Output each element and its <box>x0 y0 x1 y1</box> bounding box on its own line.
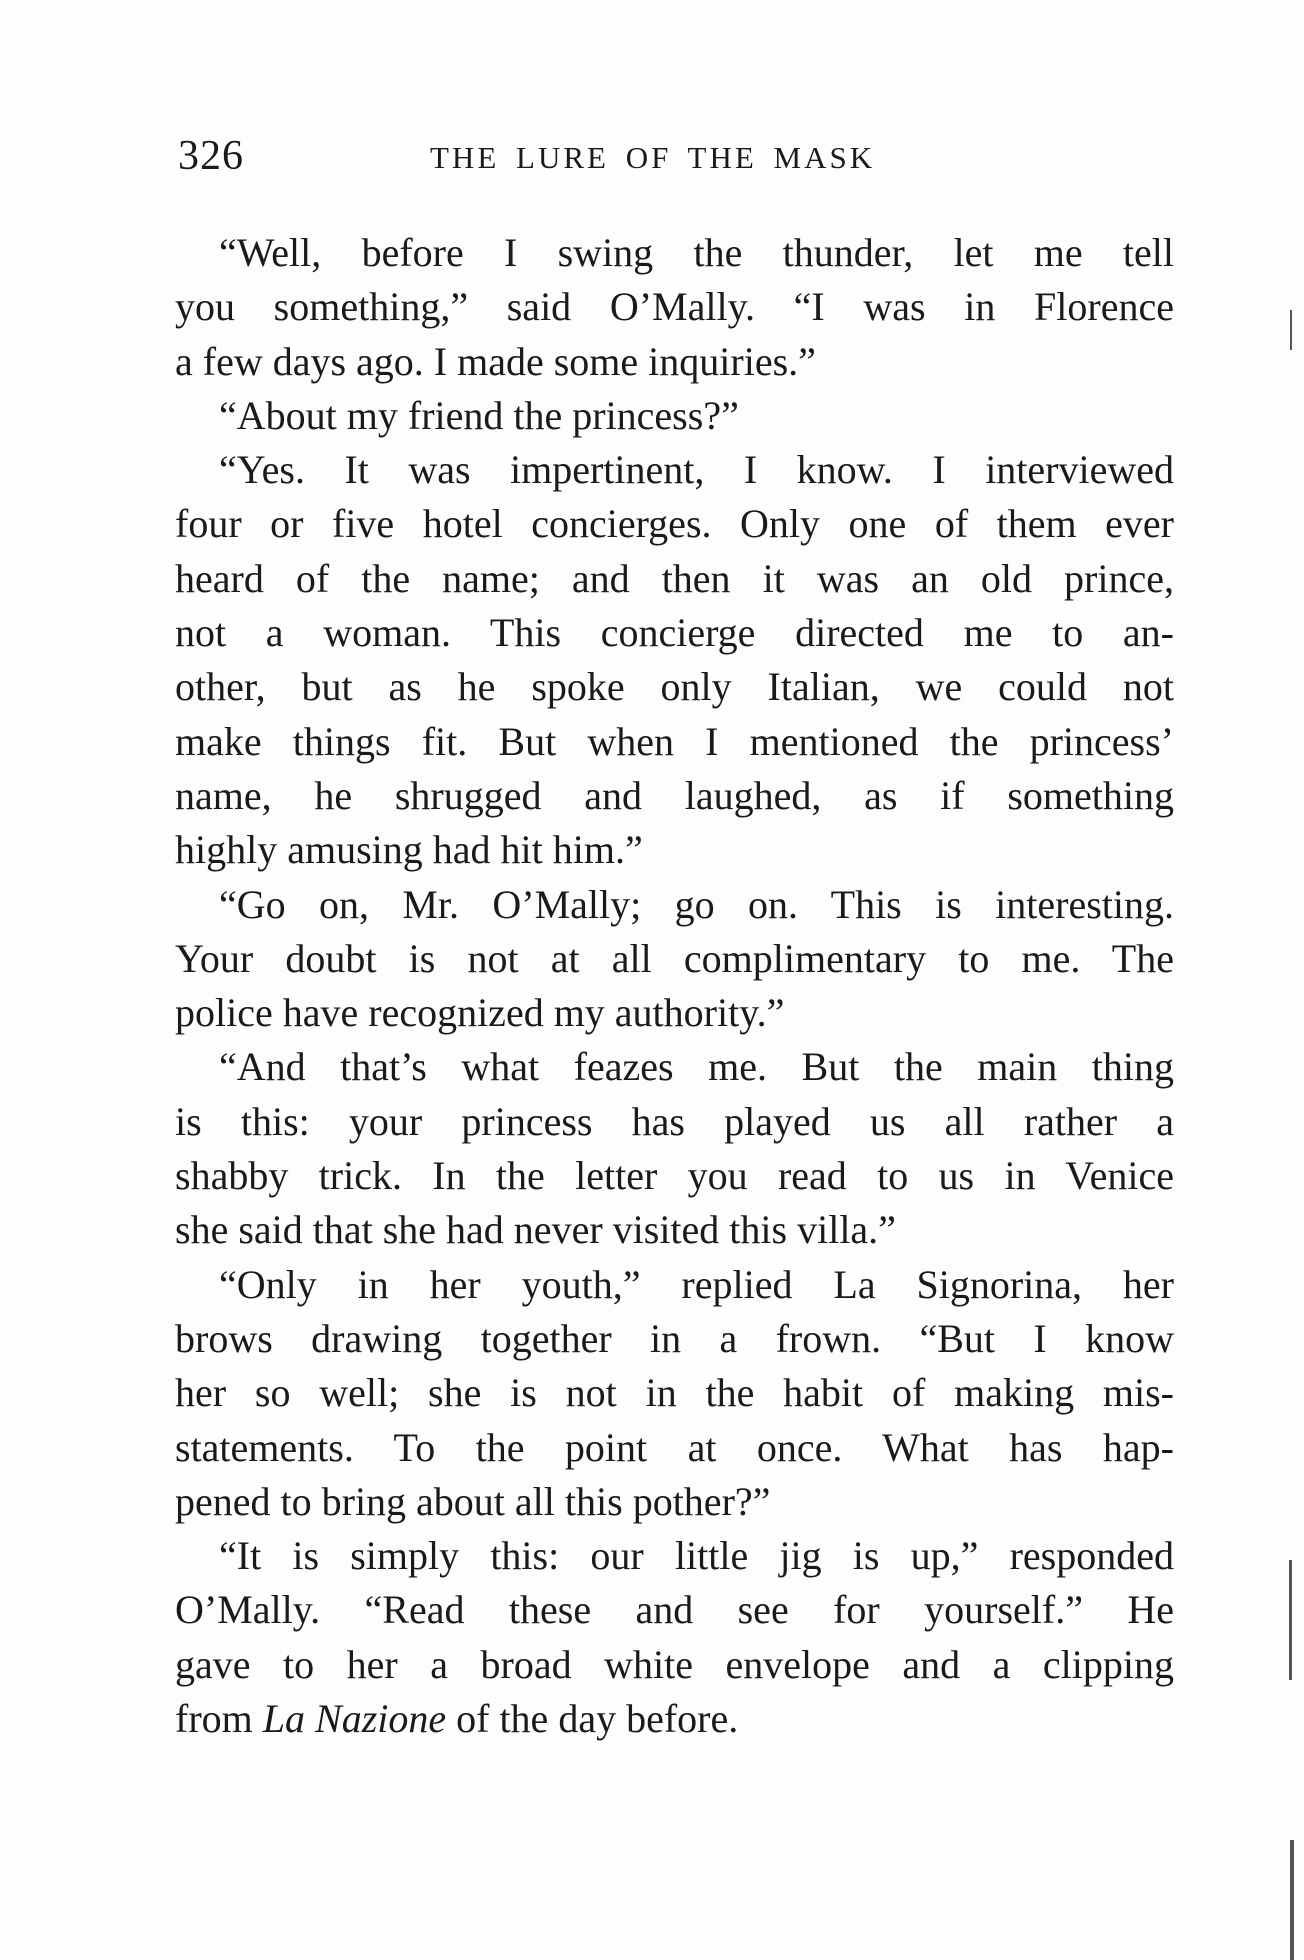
text-line: is this: your princess has played us all rather a <box>175 1098 1174 1144</box>
page-header <box>178 132 1178 182</box>
page-edge-mark <box>1290 1840 1294 1960</box>
text-line: O’Mally. “Read these and see for yourself.” He <box>175 1587 1174 1633</box>
text-line: four or five hotel concierges. Only one of them ever <box>175 501 1174 547</box>
page-edge-mark <box>1290 310 1292 350</box>
text-fragment: of the day before. <box>446 1696 739 1742</box>
text-line: “Only in her youth,” replied La Signorina, her <box>219 1261 1174 1307</box>
text-line: she said that she had never visited this villa.” <box>175 1207 896 1253</box>
text-line: “About my friend the princess?” <box>219 392 739 438</box>
text-line: police have recognized my authority.” <box>175 990 785 1036</box>
text-line: “Well, before I swing the thunder, let me tell <box>219 230 1174 275</box>
page-edge-mark <box>1289 1560 1292 1680</box>
text-line: heard of the name; and then it was an old prince, <box>175 555 1174 601</box>
text-line: Your doubt is not at all complimentary to me. The <box>175 935 1174 981</box>
text-line: “Yes. It was impertinent, I know. I interviewed <box>219 447 1174 493</box>
text-line: brows drawing together in a frown. “But I know <box>175 1315 1174 1361</box>
text-line: pened to bring about all this pother?” <box>175 1478 771 1524</box>
text-line: “Go on, Mr. O’Mally; go on. This is interesting. <box>219 881 1174 927</box>
text-line: gave to her a broad white envelope and a clipping <box>175 1641 1174 1687</box>
page-number: 326 <box>178 133 244 179</box>
text-fragment: from <box>175 1696 263 1742</box>
text-line-final <box>175 1692 1174 1746</box>
body-text <box>175 226 1174 1746</box>
running-title: THE LURE OF THE MASK <box>430 140 876 175</box>
text-line: name, he shrugged and laughed, as if something <box>175 772 1174 818</box>
text-line: a few days ago. I made some inquiries.” <box>175 338 816 384</box>
text-line: you something,” said O’Mally. “I was in Florence <box>175 284 1174 330</box>
text-line: not a woman. This concierge directed me to an- <box>175 610 1174 656</box>
text-line: shabby trick. In the letter you read to us in Venice <box>175 1153 1174 1199</box>
text-line: her so well; she is not in the habit of making mis- <box>175 1370 1174 1416</box>
text-line: make things fit. But when I mentioned the princess’ <box>175 718 1174 764</box>
text-line: “It is simply this: our little jig is up,” responded <box>219 1533 1174 1579</box>
text-line: statements. To the point at once. What has hap- <box>175 1424 1174 1470</box>
newspaper-title: La Nazione <box>262 1696 447 1742</box>
text-line: highly amusing had hit him.” <box>175 827 643 873</box>
text-line: “And that’s what feazes me. But the main thing <box>219 1044 1174 1090</box>
text-line: other, but as he spoke only Italian, we could not <box>175 664 1174 710</box>
